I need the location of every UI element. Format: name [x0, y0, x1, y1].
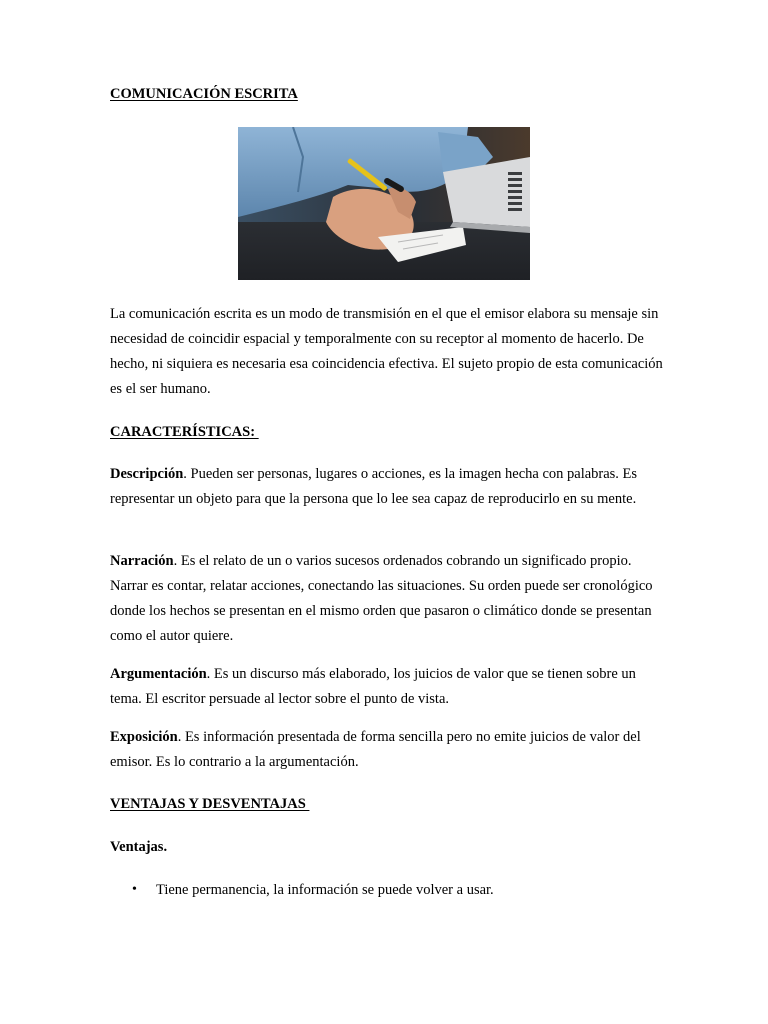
item-text: . Pueden ser personas, lugares o acciones, es la imagen hecha con palabras. Es representar un objeto para que la persona que lo lee sea capaz de reproducirlo en su mente. [110, 466, 638, 507]
item-descripcion [110, 462, 670, 512]
item-text: . Es el relato de un o varios sucesos ordenados cobrando un significado propio. Narrar es contar, relatar acciones, conectando las situaciones. Su orden puede ser cronológico donde los hechos se presentan en el mismo orden que pasaron o climático donde se presentan como el autor quiere. [110, 553, 653, 644]
item-term: Exposición [110, 729, 178, 745]
item-text: . Es información presentada de forma sencilla pero no emite juicios de valor del emisor. Es lo contrario a la argumentación. [110, 729, 641, 770]
item-term: Narración [110, 553, 174, 569]
section-heading-caracteristicas: CARACTERÍSTICAS: [110, 424, 259, 440]
subheading-ventajas: Ventajas. [110, 839, 168, 855]
item-term: Argumentación [110, 666, 207, 682]
item-narracion [110, 549, 670, 649]
section-heading-ventajas-desventajas: VENTAJAS Y DESVENTAJAS [110, 796, 310, 812]
item-exposicion [110, 725, 670, 775]
item-text: . Es un discurso más elaborado, los juicios de valor que se tienen sobre un tema. El escritor persuade al lector sobre el punto de vista. [110, 666, 636, 707]
writing-hand-photo [238, 127, 530, 280]
document-title: COMUNICACIÓN ESCRITA [110, 86, 298, 102]
item-term: Descripción [110, 466, 184, 482]
bullet-icon: • [132, 882, 137, 897]
item-argumentacion [110, 662, 670, 712]
list-item-text: Tiene permanencia, la información se puede volver a usar. [156, 882, 494, 898]
intro-paragraph: La comunicación escrita es un modo de transmisión en el que el emisor elabora su mensaje sin necesidad de coincidir espacial y temporalmente con su receptor al momento de hacerlo. De hecho, ni siquiera es necesaria esa coincidencia efectiva. El sujeto propio de esta comunicación es el ser humano. [110, 306, 663, 397]
